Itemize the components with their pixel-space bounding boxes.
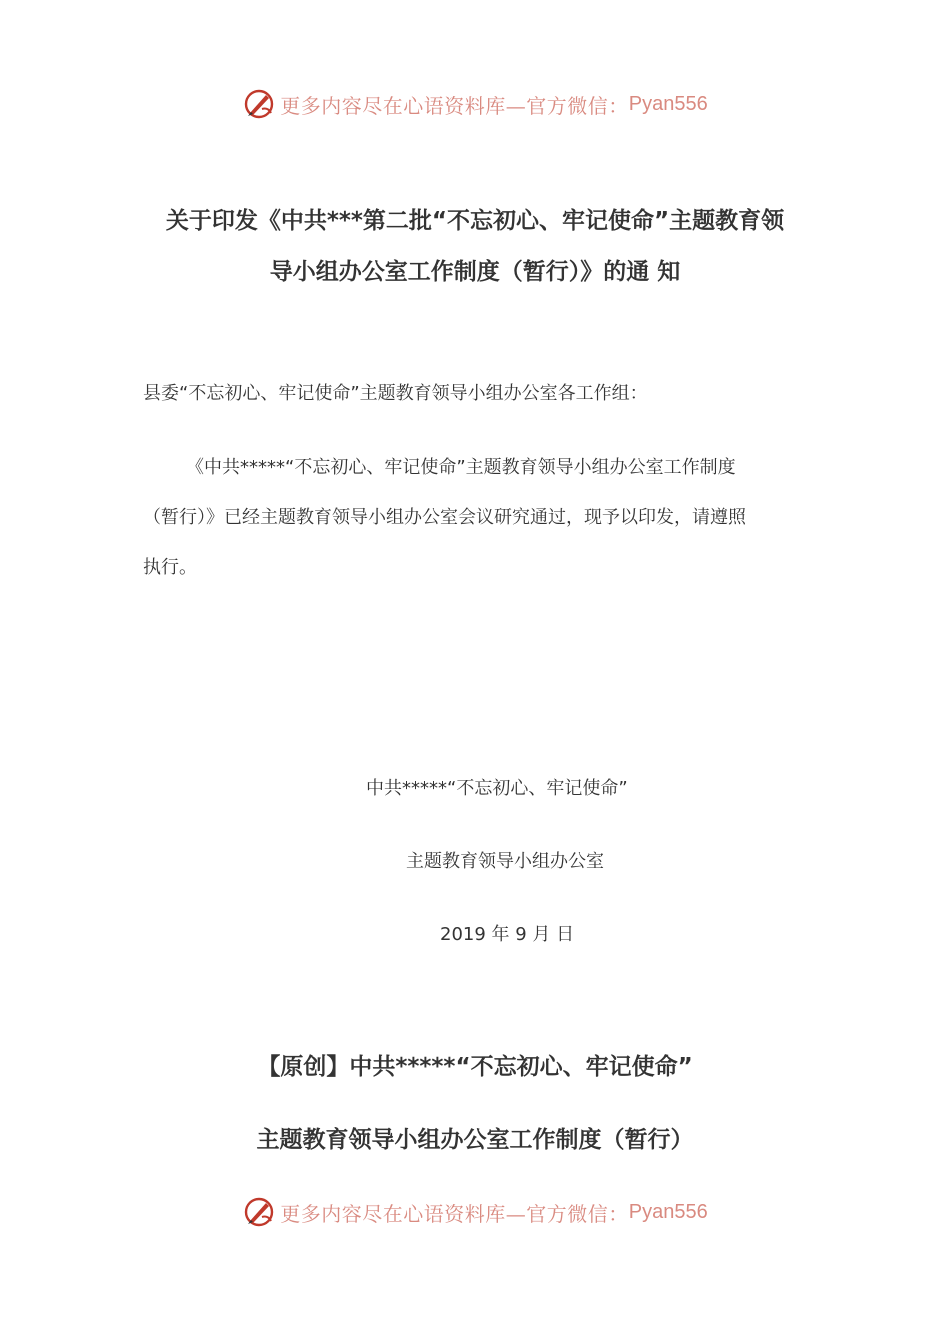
banner-text: 更多内容尽在心语资料库—官方微信： [280, 93, 629, 118]
pen-circle-logo-icon [242, 87, 276, 121]
document-title-line-1: 关于印发《中共***第二批“不忘初心、牢记使命”主题教育领 [165, 208, 785, 234]
header-banner [0, 84, 950, 124]
body-line-1: 《中共*****“不忘初心、牢记使命”主题教育领导小组办公室工作制度 [186, 457, 736, 478]
signature-date: 2019 年 9 月 日 [440, 924, 575, 945]
attachment-title-line-2: 主题教育领导小组办公室工作制度（暂行） [256, 1127, 694, 1153]
footer-banner [0, 1192, 950, 1232]
signature-line-1: 中共*****“不忘初心、牢记使命” [366, 778, 628, 799]
signature-line-2: 主题教育领导小组办公室 [406, 851, 604, 872]
body-line-2: （暂行）》已经主题教育领导小组办公室会议研究通过，现予以印发，请遵照 [143, 507, 746, 528]
salutation: 县委“不忘初心、牢记使命”主题教育领导小组办公室各工作组： [143, 383, 648, 404]
attachment-title-line-1: 【原创】中共*****“不忘初心、牢记使命” [257, 1054, 693, 1080]
banner-wechat-id: Pyan556 [628, 1200, 708, 1223]
pen-circle-logo-icon [242, 1195, 276, 1229]
banner-text: 更多内容尽在心语资料库—官方微信： [280, 1201, 629, 1226]
body-line-3: 执行。 [143, 557, 197, 578]
document-title-line-2: 导小组办公室工作制度（暂行）》的通 知 [269, 259, 681, 285]
banner-wechat-id: Pyan556 [628, 92, 708, 115]
